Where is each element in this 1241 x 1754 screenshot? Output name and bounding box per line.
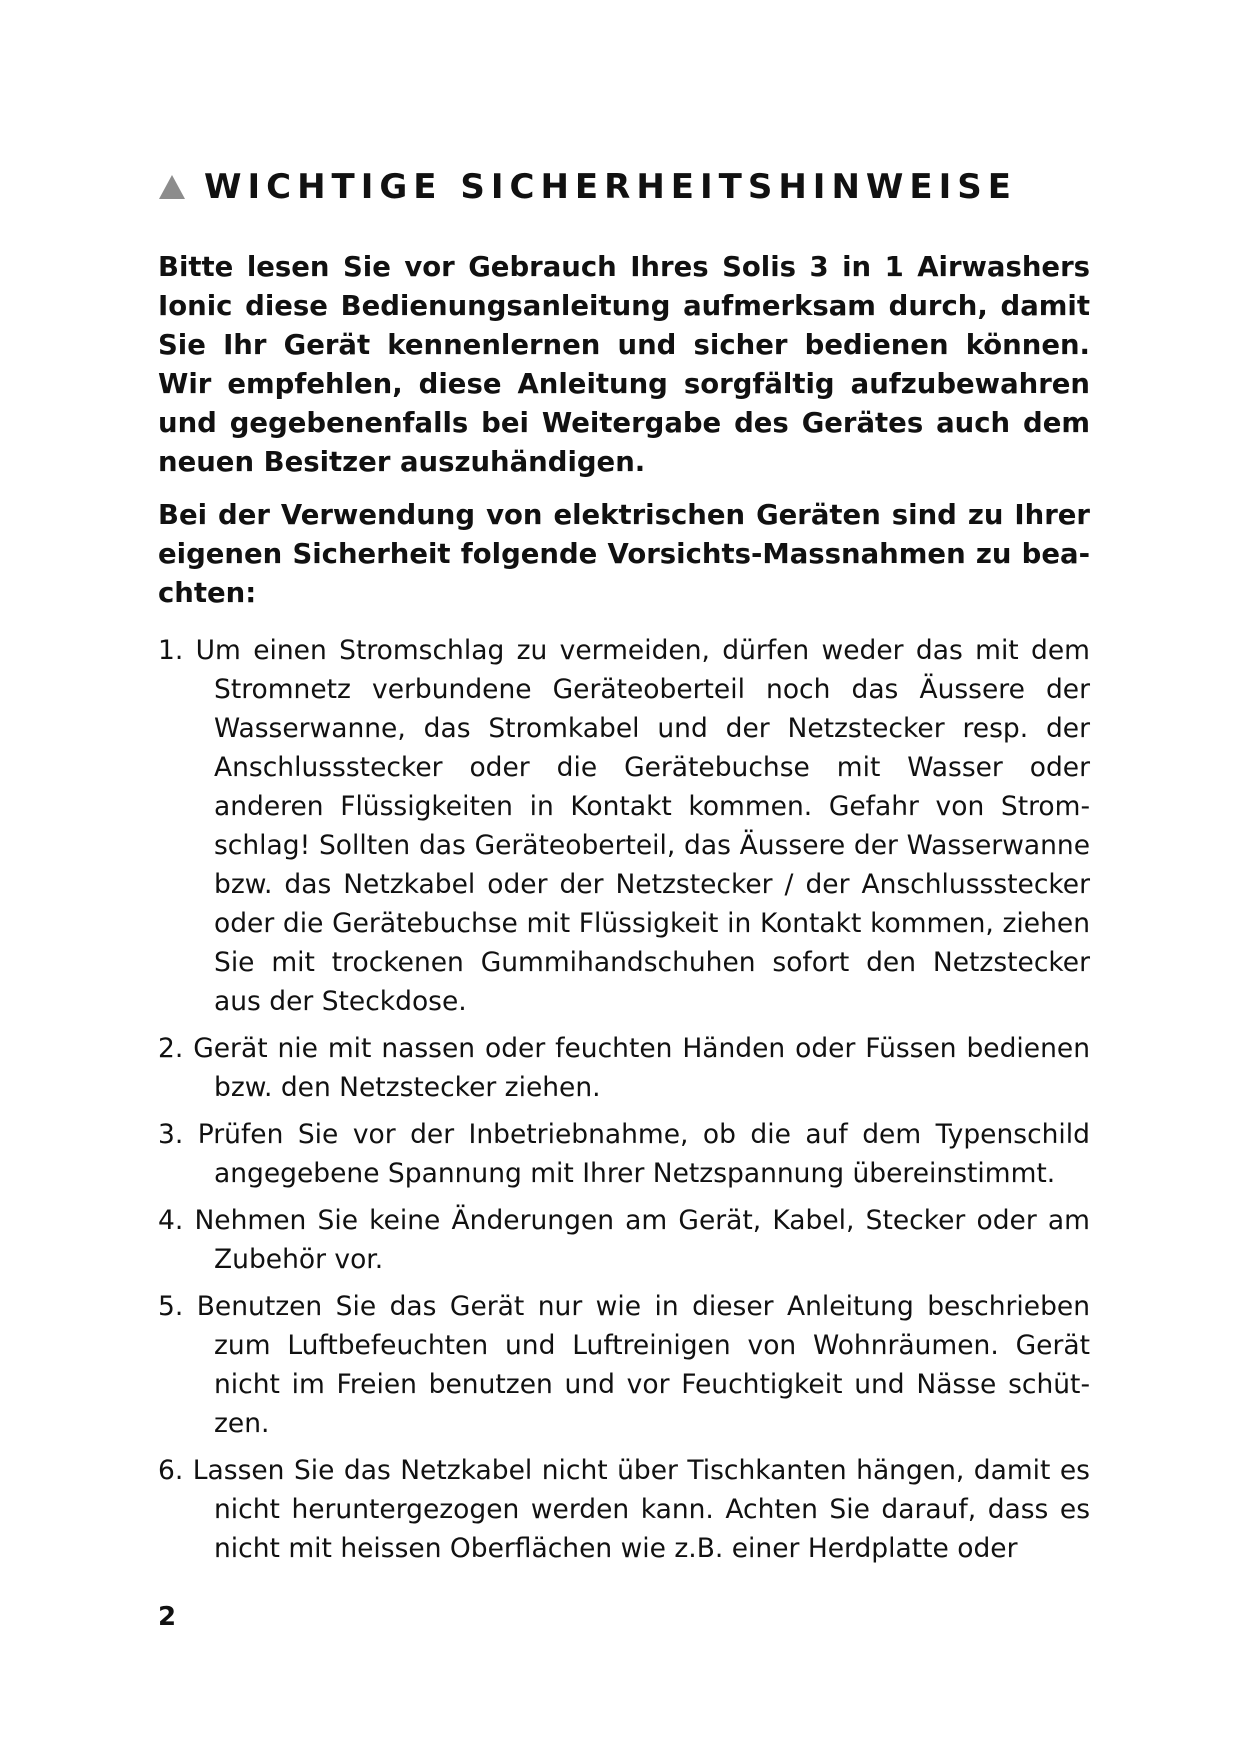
safety-item-6	[158, 1451, 1090, 1568]
intro-paragraph-2: Bei der Verwendung von elektrischen Geräten sind zu Ihrer eigenen Sicherheit folgende Vorsichts-Massnahmen zu beachten:	[158, 499, 1090, 609]
item-text: Lassen Sie das Netzkabel nicht über Tischkanten hängen, damit es nicht heruntergezogen werden kann. Achten Sie darauf, dass es nicht mit heissen Oberflächen wie z.B. einer Herdplatte oder	[192, 1455, 1090, 1564]
item-number: 4.	[158, 1205, 184, 1236]
intro-paragraph-1: Bitte lesen Sie vor Gebrauch Ihres Solis 3 in 1 Airwashers Ionic diese Bedienungsanleitung aufmerksam durch, damit Sie Ihr Gerät kennenlernen und sicher bedienen können. Wir empfehlen, diese Anleitung sorgfältig aufzubewahren und gegebenenfalls bei Weitergabe des Gerätes auch dem neuen Besitzer auszuhändigen.	[158, 251, 1090, 478]
section-heading	[158, 168, 1090, 206]
item-text: Um einen Stromschlag zu vermeiden, dürfen weder das mit dem Stromnetz verbundene Geräteoberteil noch das Äussere der Wasserwanne, das Stromkabel und der Netzstecker resp. der Anschlussstecker oder die Gerätebuchse mit Wasser oder anderen Flüssigkeiten in Kontakt kommen. Gefahr von Stromschlag! Sollten das Geräteoberteil, das Äussere der Wasserwanne bzw. das Netzkabel oder der Netzstecker / der Anschlussstecker oder die Gerätebuchse mit Flüssigkeit in Kontakt kommen, ziehen Sie mit trockenen Gummihandschuhen sofort den Netzstecker aus der Steckdose.	[195, 635, 1090, 1017]
item-text: Nehmen Sie keine Änderungen am Gerät, Kabel, Stecker oder am Zubehör vor.	[194, 1205, 1090, 1275]
safety-list	[158, 631, 1090, 1568]
item-number: 2.	[158, 1033, 184, 1064]
item-number: 3.	[158, 1119, 184, 1150]
item-number: 5.	[158, 1291, 184, 1322]
item-number: 1.	[158, 635, 184, 666]
safety-item-1	[158, 631, 1090, 1021]
item-text: Prüfen Sie vor der Inbetriebnahme, ob die auf dem Typenschild angegebene Spannung mit Ihrer Netzspannung übereinstimmt.	[197, 1119, 1090, 1189]
document-page	[158, 168, 1090, 1576]
warning-triangle-icon	[158, 174, 186, 200]
safety-item-5	[158, 1287, 1090, 1443]
item-text: Gerät nie mit nassen oder feuchten Händen oder Füssen bedienen bzw. den Netzstecker ziehen.	[193, 1033, 1090, 1103]
item-text: Benutzen Sie das Gerät nur wie in dieser Anleitung beschrieben zum Luftbefeuchten und Luftreinigen von Wohnräumen. Gerät nicht im Freien benutzen und vor Feuchtigkeit und Nässe schützen.	[196, 1291, 1090, 1439]
heading-title: WICHTIGE SICHERHEITSHINWEISE	[204, 167, 1017, 207]
item-number: 6.	[158, 1455, 184, 1486]
page-number: 2	[158, 1602, 177, 1632]
safety-item-4	[158, 1201, 1090, 1279]
safety-item-3	[158, 1115, 1090, 1193]
safety-item-2	[158, 1029, 1090, 1107]
